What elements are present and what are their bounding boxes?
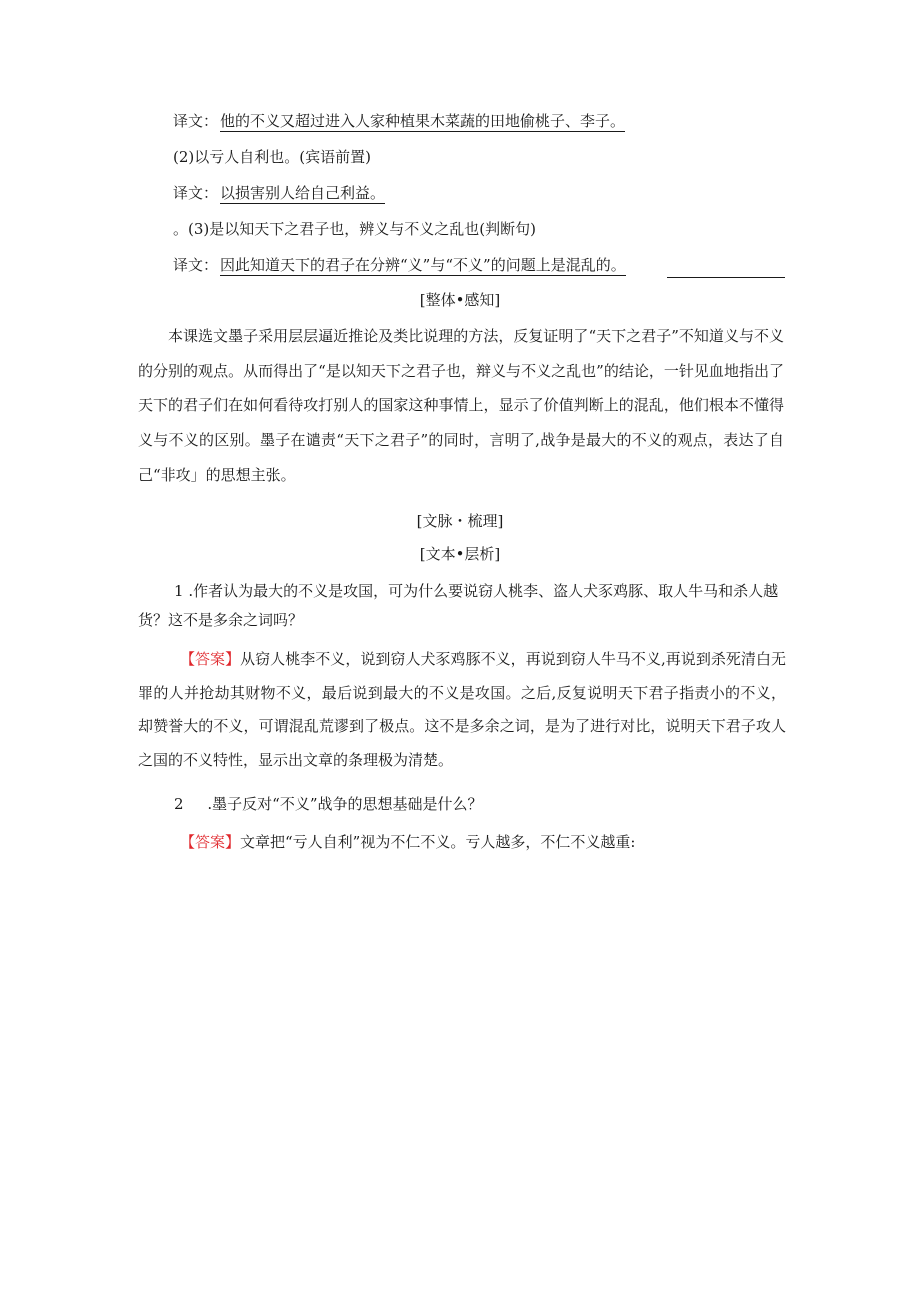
question-number: 2 xyxy=(174,795,184,813)
answer-text: 文章把“亏人自利”视为不仁不义。亏人越多，不仁不义越重: xyxy=(240,833,636,851)
structure-heading: [文脉・梳理] xyxy=(416,512,504,530)
translation-label: 译文： xyxy=(173,256,219,274)
source-sentence-3 xyxy=(173,218,536,240)
answer-tag: 【答案】 xyxy=(180,833,241,851)
translation-line-1 xyxy=(173,110,625,132)
question-1 xyxy=(138,577,786,635)
overview-heading: [整体•感知] xyxy=(419,291,501,309)
translation-text: 以损害别人给自己利益。 xyxy=(220,184,386,202)
translation-line-2 xyxy=(173,182,385,204)
translation-underline-extension xyxy=(667,277,785,278)
answer-tag: 【答案】 xyxy=(180,650,241,668)
translation-line-3 xyxy=(173,254,626,276)
translation-text: 他的不义又超过进入人家种植果木菜蔬的田地偷桃子、李子。 xyxy=(220,112,626,130)
answer-text: 从窃人桃李不义，说到窃人犬豕鸡豚不义，再说到窃人牛马不义,再说到杀死清白无罪的人并抢劫其财物不义，最后说到最大的不义是攻国。之后,反复说明天下君子指责小的不义，却赞誉大的不义，可谓混乱荒谬到了极点。这不是多余之词，是为了进行对比，说明天下君子攻人之国的不义特性，显示出文章的条理极为清楚。 xyxy=(138,650,786,769)
analysis-heading: [文本•层析] xyxy=(419,545,501,563)
question-number: 1 xyxy=(174,582,184,600)
source-sentence-text: 。(3)是以知天下之君子也，辨义与不义之乱也(判断句) xyxy=(173,220,536,238)
translation-text: 因此知道天下的君子在分辨“义”与“不义”的问题上是混乱的。 xyxy=(220,256,626,274)
answer-2 xyxy=(138,826,786,860)
translation-label: 译文： xyxy=(173,184,219,202)
source-sentence-text: (2)以亏人自利也。(宾语前置) xyxy=(173,148,371,166)
question-2 xyxy=(138,790,786,819)
question-text: .作者认为最大的不义是攻国，可为什么要说窃人桃李、盗人犬豕鸡豚、取人牛马和杀人越货？这不是多余之词吗？ xyxy=(138,582,779,629)
source-sentence-2 xyxy=(173,146,371,168)
answer-1 xyxy=(138,643,786,777)
translation-label: 译文： xyxy=(173,112,219,130)
overview-paragraph: 本课选文墨子采用层层逼近推论及类比说理的方法，反复证明了“天下之君子”不知道义与不义的分别的观点。从而得出了“是以知天下之君子也，辩义与不义之乱也”的结论，一针见血地指出了天下的君子们在如何看待攻打别人的国家这种事情上，显示了价值判断上的混乱，他们根本不懂得义与不义的区别。墨子在谴责“天下之君子”的同时，言明了,战争是最大的不义的观点，表达了自己“非攻」的思想主张。 xyxy=(138,327,784,484)
question-text: .墨子反对“不义”战争的思想基础是什么？ xyxy=(207,795,483,813)
